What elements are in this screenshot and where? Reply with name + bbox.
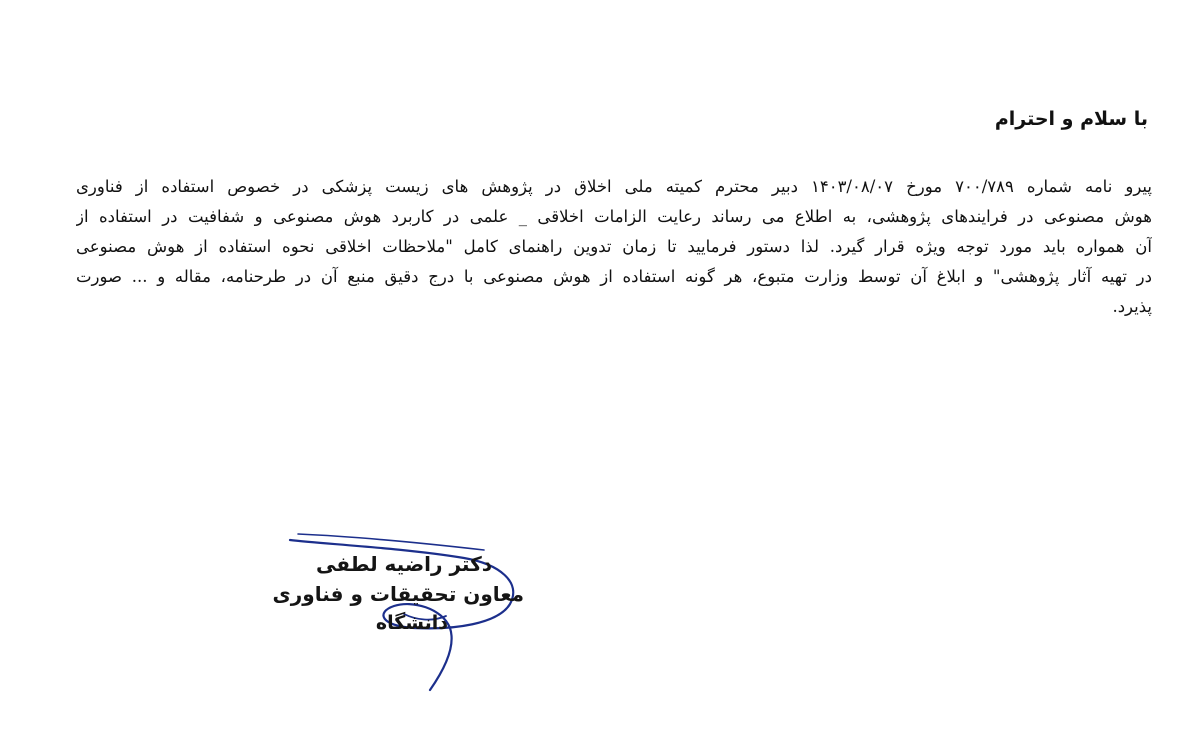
- signature-block: [272, 530, 544, 700]
- letter-body: [76, 172, 1152, 322]
- signatory-organization: دانشگاه: [375, 612, 448, 634]
- signatory-name: دکتر راضیه لطفی: [315, 552, 492, 576]
- body-line-1: پیرو نامه شماره ۷۰۰/۷۸۹ مورخ ۱۴۰۳/۰۸/۰۷ دبیر محترم کمیته ملی اخلاق در پژوهش های زیست پزشکی در خصوص استفاده از فناوری: [76, 177, 1152, 196]
- letter-greeting: با سلام و احترام: [994, 108, 1148, 130]
- body-line-4: در تهیه آثار پژوهشی" و ابلاغ آن توسط وزارت متبوع، هر گونه استفاده از هوش مصنوعی با درج دقیق منبع آن در طرحنامه، مقاله و ... صورت: [76, 267, 1152, 286]
- body-line-5: پذیرد.: [1112, 297, 1152, 316]
- signatory-title: معاون تحقیقات و فناوری: [272, 582, 524, 606]
- body-line-3: آن همواره باید مورد توجه ویژه قرار گیرد. لذا دستور فرمایید تا زمان تدوین راهنمای کامل "ملاحظات اخلاقی نحوه استفاده از هوش مصنوعی: [76, 237, 1152, 256]
- body-line-2: هوش مصنوعی در فرایندهای پژوهشی، به اطلاع می رساند رعایت الزامات اخلاقی _ علمی در کاربرد هوش مصنوعی و شفافیت در استفاده از: [76, 207, 1152, 226]
